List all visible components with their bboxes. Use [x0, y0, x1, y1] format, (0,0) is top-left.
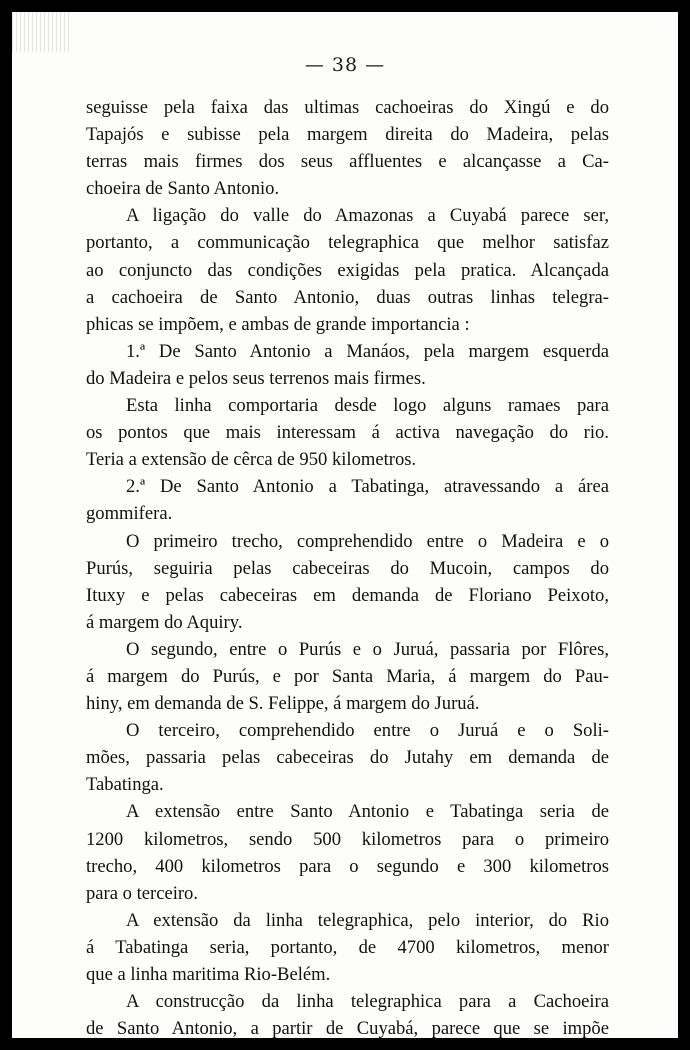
text-line: Tabatinga. [86, 774, 164, 796]
text-line: trecho, 400 kilometros para o segundo e 300 kilometros [86, 855, 609, 877]
text-line: Esta linha comportaria desde logo alguns ramaes para [126, 395, 609, 417]
text-line: A ligação do valle do Amazonas a Cuyabá parece ser, [126, 205, 609, 227]
text-line: os pontos que mais interessam á activa navegação do rio. [86, 422, 609, 444]
text-line: choeira de Santo Antonio. [86, 178, 280, 200]
text-line: Ituxy e pelas cabeceiras em demanda de Floriano Peixoto, [86, 584, 609, 606]
text-line: O primeiro trecho, comprehendido entre o Madeira e o [126, 530, 609, 552]
page-number: — 38 — [304, 54, 386, 76]
scan-artifact [12, 12, 72, 52]
text-line: ao conjuncto das condições exigidas pela pratica. Alcançada [86, 259, 609, 281]
text-line: 1200 kilometros, sendo 500 kilometros para o primeiro [86, 828, 609, 850]
text-line: portanto, a communicação telegraphica que melhor satisfaz [86, 232, 609, 254]
text-line: Teria a extensão de cêrca de 950 kilometros. [86, 449, 417, 471]
text-line: mões, passaria pelas cabeceiras do Jutahy em demanda de [86, 747, 609, 769]
document-page [12, 12, 678, 1038]
text-line: do Madeira e pelos seus terrenos mais firmes. [86, 367, 426, 389]
text-line: A construcção da linha telegraphica para a Cachoeira [126, 991, 609, 1013]
text-line: de Santo Antonio, a partir de Cuyabá, parece que se impõe [86, 1018, 609, 1038]
text-line: á Tabatinga seria, portanto, de 4700 kilometros, menor [86, 936, 609, 958]
text-line: a cachoeira de Santo Antonio, duas outras linhas telegra- [86, 286, 609, 308]
text-line: terras mais firmes dos seus affluentes e alcançasse a Ca- [86, 151, 609, 173]
text-line: seguisse pela faixa das ultimas cachoeiras do Xingú e do [86, 97, 609, 118]
text-line: gommifera. [86, 503, 173, 525]
text-line: O segundo, entre o Purús e o Juruá, passaria por Flôres, [126, 638, 609, 660]
text-line: A extensão da linha telegraphica, pelo interior, do Rio [126, 909, 609, 931]
text-line: á margem do Purús, e por Santa Maria, á margem do Pau- [86, 665, 609, 687]
text-line: para o terceiro. [86, 882, 199, 904]
text-line: 2.ª De Santo Antonio a Tabatinga, atravessando a área [126, 476, 609, 498]
text-line: Tapajós e subisse pela margem direita do Madeira, pelas [86, 124, 609, 146]
text-line: que a linha maritima Rio-Belém. [86, 964, 331, 985]
text-line: O terceiro, comprehendido entre o Juruá e o Soli- [126, 720, 609, 742]
text-line: 1.ª De Santo Antonio a Manáos, pela margem esquerda [126, 340, 609, 362]
text-line: Purús, seguiria pelas cabeceiras do Mucoin, campos do [86, 557, 609, 579]
body-text [86, 94, 609, 1038]
text-line: phicas se impõem, e ambas de grande importancia : [86, 313, 470, 335]
text-line: hiny, em demanda de S. Felippe, á margem do Juruá. [86, 693, 480, 715]
text-line: á margem do Aquiry. [86, 611, 243, 633]
text-line: A extensão entre Santo Antonio e Tabatinga seria de [126, 801, 609, 823]
